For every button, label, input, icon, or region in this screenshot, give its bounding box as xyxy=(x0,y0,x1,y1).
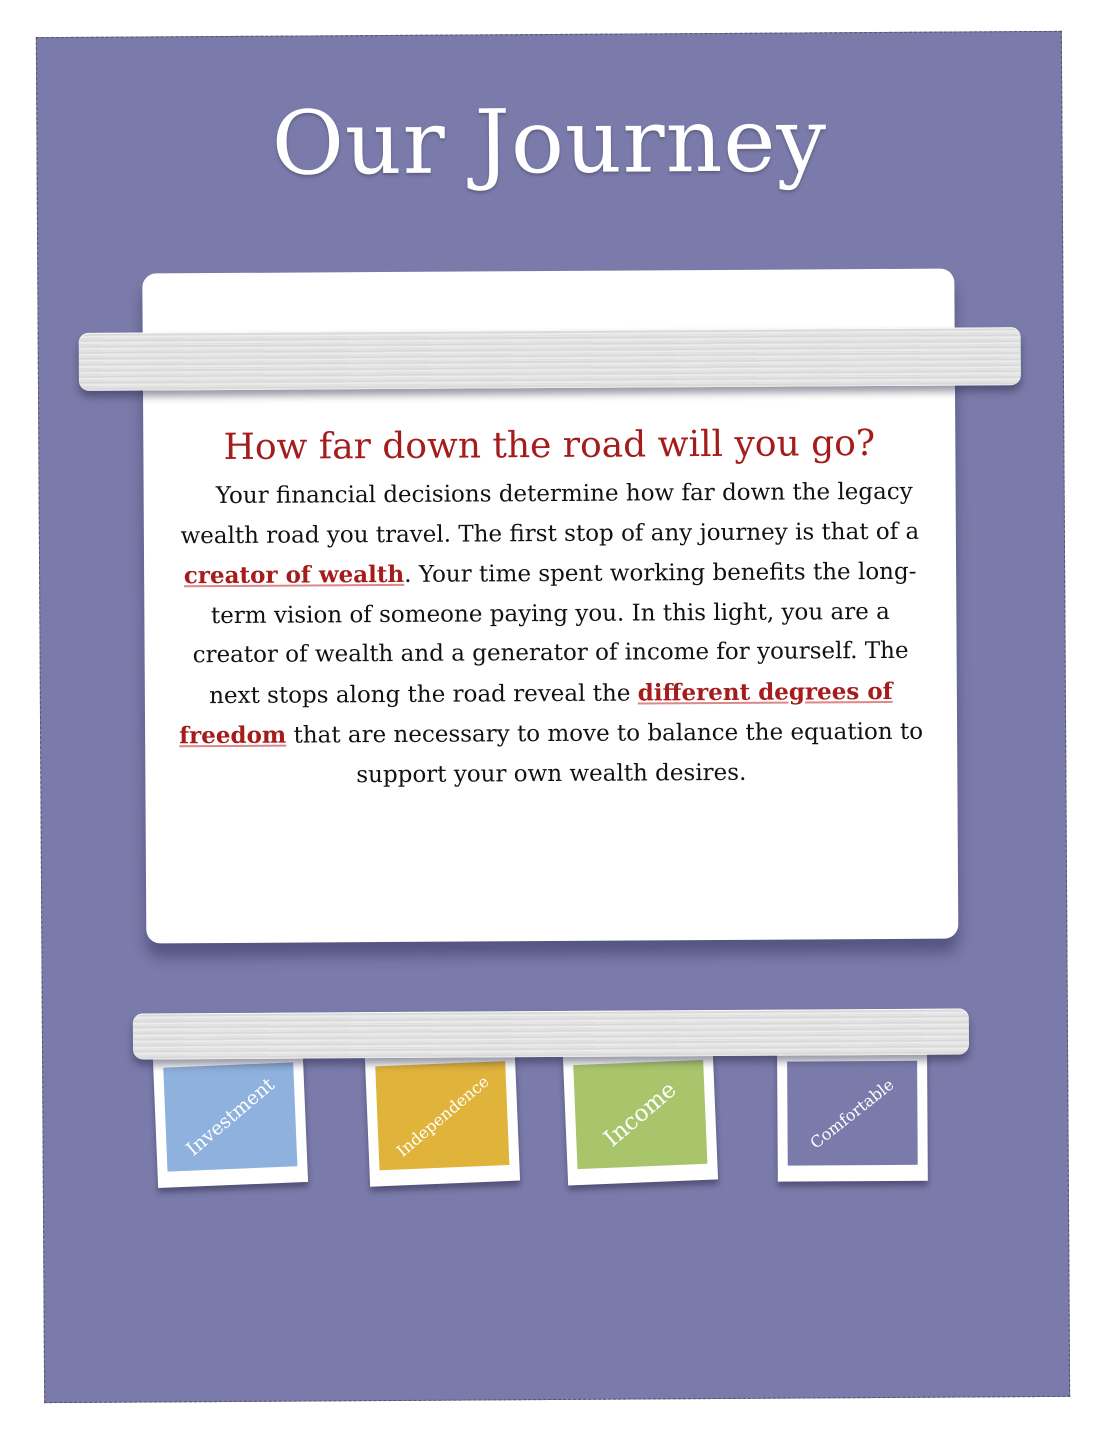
tag-investment-swatch xyxy=(163,1062,297,1171)
tag-investment[interactable] xyxy=(153,1052,308,1188)
tag-independence[interactable] xyxy=(365,1051,520,1187)
tag-comfortable-label: Comfortable xyxy=(806,1074,898,1152)
tag-comfortable[interactable] xyxy=(777,1051,928,1182)
tag-independence-label: Independence xyxy=(392,1071,493,1161)
page-title: Our Journey xyxy=(271,88,828,195)
tag-comfortable-swatch xyxy=(787,1061,918,1166)
creator-of-wealth-link[interactable]: creator of wealth xyxy=(183,560,405,590)
degrees-of-freedom-link[interactable]: different degrees of freedom xyxy=(179,677,893,750)
tag-independence-swatch xyxy=(375,1061,509,1170)
brushed-metal-bar-bottom xyxy=(133,1008,969,1059)
tag-income[interactable] xyxy=(563,1049,718,1185)
body-text-part-2: . Your time spent working benefits the long-term vision of someone paying you. In this light, you are a creator of wealth and a generator of income for yourself. The next stops along the road reveal the xyxy=(192,558,917,709)
body-text-part-1: Your financial decisions determine how far down the legacy wealth road you travel. The first stop of any journey is that of a xyxy=(180,478,920,549)
card-body-text xyxy=(170,473,932,797)
body-text-part-3: that are necessary to move to balance the equation to support your own wealth desires. xyxy=(286,718,924,788)
tag-income-label: Income xyxy=(599,1076,682,1153)
tag-investment-label: Investment xyxy=(181,1073,279,1161)
tag-income-swatch xyxy=(573,1060,707,1169)
card-heading: How far down the road will you go? xyxy=(223,423,876,469)
page-background xyxy=(36,31,1070,1403)
brushed-metal-bar-top xyxy=(79,327,1021,391)
